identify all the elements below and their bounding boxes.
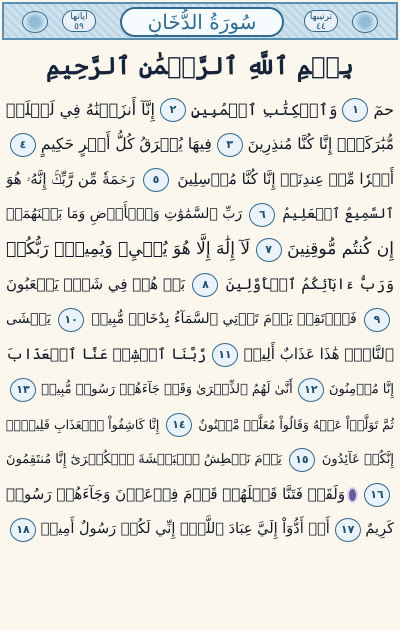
verse-text: وَرَبُّ ءَابَآئِكُمُ ٱلۡأَوَّلِينَ — [225, 275, 394, 293]
basmala: بِسۡمِ ٱللَّهِ ٱلرَّحۡمَٰنِ ٱلرَّحِيمِ — [46, 51, 354, 80]
verse-lines — [6, 92, 394, 547]
verse-text: فِيهَا يُفۡرَقُ كُلُّ أَمۡرٍ حَكِيمٍ — [40, 135, 212, 153]
verse-line — [6, 337, 394, 372]
verse-text: أَنۡ أَدُّوٓاْ إِلَيَّ عِبَادَ ٱللَّهِۖ إِنِّي لَكُمۡ رَسُولٌ أَمِينٞ — [40, 521, 330, 537]
verse-text: أَنَّىٰ لَهُمُ ٱلذِّكۡرَىٰ وَقَدۡ جَآءَهُمۡ رَسُولٞ مُّبِينٞ — [41, 382, 293, 397]
verse-text: بَلۡ هُمۡ فِي شَكّٖ يَلۡعَبُونَ — [6, 275, 186, 293]
verse-count-badge — [62, 10, 96, 32]
surah-order-badge — [304, 10, 338, 32]
rub-el-hizb-icon — [349, 489, 356, 501]
verse-text: كَرِيمٌ — [365, 521, 394, 537]
ayah-number-marker: ١٣ — [10, 378, 36, 402]
ayah-number-marker: ٣ — [217, 133, 243, 157]
ornament-icon — [22, 11, 48, 33]
verse-line — [6, 372, 394, 407]
surah-title: سُورَةُ الدُّخَانِ — [120, 7, 284, 37]
ayah-number-marker: ١٧ — [335, 518, 361, 542]
ayah-number-marker: ١٦ — [364, 483, 390, 507]
verse-line — [6, 512, 394, 547]
verse-line — [6, 442, 394, 477]
verse-text: ٱلنَّاسَۖ هَٰذَا عَذَابٌ أَلِيمٞ — [243, 345, 394, 363]
ayah-number-marker: ١٢ — [298, 378, 324, 402]
ayah-number-marker: ١٥ — [289, 448, 315, 472]
verse-text: لَآ إِلَٰهَ إِلَّا هُوَ يُحۡيِۦ وَيُمِيتُۖ رَبُّكُمۡ — [6, 239, 251, 259]
verse-line — [6, 407, 394, 442]
verse-text: حمٓ — [373, 100, 394, 119]
ayah-number-marker: ٤ — [10, 133, 36, 157]
verse-line — [6, 232, 394, 267]
verse-text: وَٱلۡكِتَٰبِ ٱلۡمُبِينِ — [190, 100, 338, 119]
ayah-number-marker: ٧ — [256, 238, 282, 262]
ayah-number-marker: ١ — [342, 98, 368, 122]
ayah-number-marker: ٩ — [364, 308, 390, 332]
verse-line — [6, 477, 394, 512]
ayah-number-marker: ٥ — [143, 168, 169, 192]
verse-text: أَمۡرٗا مِّنۡ عِندِنَآۚ إِنَّا كُنَّا مُرۡسِلِينَ — [177, 170, 394, 188]
verse-line — [6, 127, 394, 162]
ayah-number-marker: ٨ — [192, 273, 218, 297]
ayah-number-marker: ١٤ — [166, 413, 192, 437]
verse-count-label: آياتها — [70, 12, 88, 22]
ayah-number-marker: ٦ — [249, 203, 275, 227]
ayah-number-marker: ١٠ — [58, 308, 84, 332]
ayah-number-marker: ١٨ — [10, 518, 36, 542]
verse-text: ٱلسَّمِيعُ ٱلۡعَلِيمُ — [282, 206, 394, 222]
verse-text: إِنَّكُمۡ عَآئِدُونَ — [321, 452, 394, 467]
verse-text: فَٱرۡتَقِبۡ يَوۡمَ تَأۡتِي ٱلسَّمَآءُ بِدُخَانٖ مُّبِينٖ — [91, 311, 357, 327]
surah-order-value: ٤٤ — [316, 22, 326, 32]
verse-text: مُّبَٰرَكَةٍۚ إِنَّا كُنَّا مُنذِرِينَ — [247, 135, 394, 153]
verse-text: رَبِّ ٱلسَّمَٰوَٰتِ وَٱلۡأَرۡضِ وَمَا بَيۡنَهُمَآۖ — [6, 206, 243, 222]
verse-text: إِنَّا مُؤۡمِنُونَ — [328, 382, 394, 397]
verse-line — [6, 302, 394, 337]
verse-line — [6, 162, 394, 197]
verse-text: إِن كُنتُم مُّوقِنِينَ — [287, 239, 394, 259]
verse-text: رَّبَّنَا ٱكۡشِفۡ عَنَّا ٱلۡعَذَابَ — [6, 345, 207, 363]
verse-text: يَغۡشَى — [6, 311, 51, 327]
verse-text: إِنَّآ أَنزَلۡنَٰهُ فِي لَيۡلَةٖ — [6, 100, 155, 119]
verse-text: وَلَقَدۡ فَتَنَّا قَبۡلَهُمۡ قَوۡمَ فِرۡعَوۡنَ وَجَآءَهُمۡ رَسُولٞ — [6, 485, 346, 503]
surah-order-label: ترتيبها — [309, 12, 333, 22]
ornament-icon — [352, 11, 378, 33]
surah-header-band — [2, 2, 398, 40]
verse-text: ثُمَّ تَوَلَّوۡاْ عَنۡهُ وَقَالُواْ مُعَلَّمٞ مَّجۡنُونٌ — [198, 417, 394, 432]
ayah-number-marker: ١١ — [212, 343, 238, 367]
verse-line — [6, 92, 394, 127]
verse-text: إِنَّا كَاشِفُواْ ٱلۡعَذَابِ قَلِيلًاۚ — [6, 417, 160, 432]
verse-line — [6, 267, 394, 302]
verse-text: يَوۡمَ نَبۡطِشُ ٱلۡبَطۡشَةَ ٱلۡكُبۡرَىٰٓ إِنَّا مُنتَقِمُونَ — [6, 452, 282, 467]
verse-text: رَحۡمَةٗ مِّن رَّبِّكَۚ إِنَّهُۥ هُوَ — [6, 170, 135, 188]
verse-count-value: ٥٩ — [74, 22, 84, 32]
ayah-number-marker: ٢ — [160, 98, 186, 122]
verse-line — [6, 197, 394, 232]
